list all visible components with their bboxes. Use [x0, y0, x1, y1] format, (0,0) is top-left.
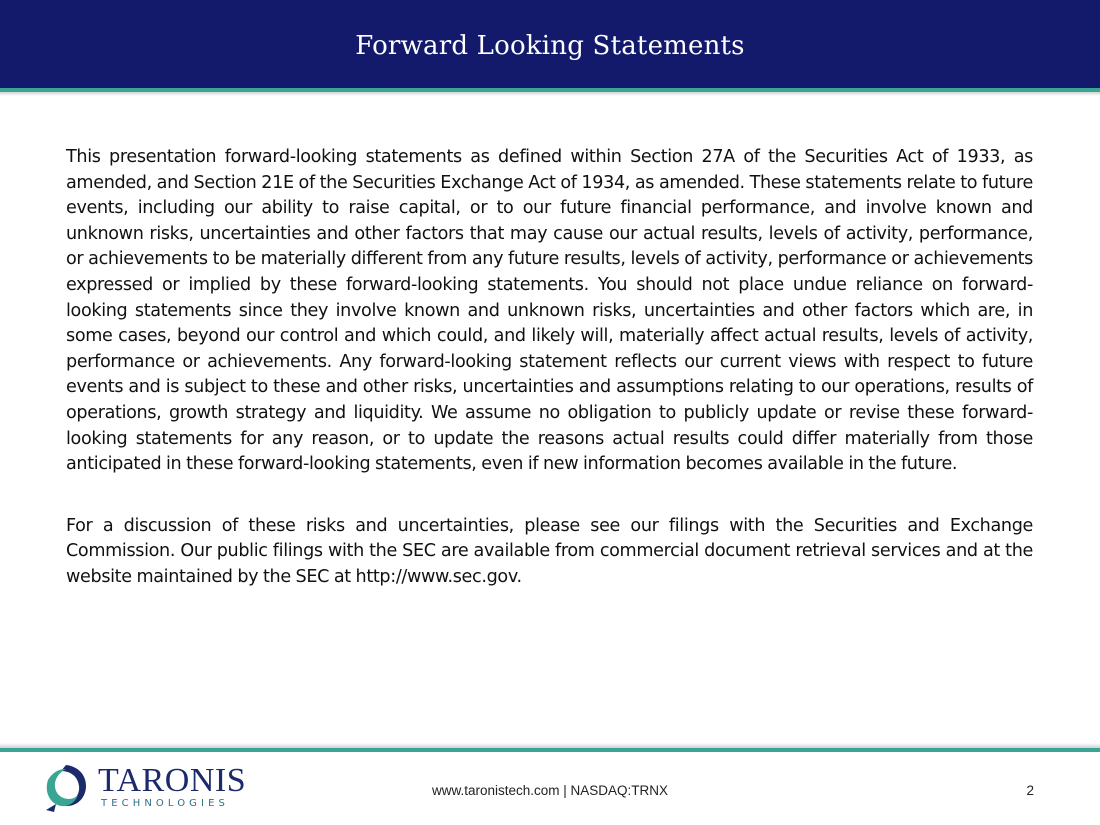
page-title: Forward Looking Statements [355, 31, 745, 61]
header-shadow [0, 92, 1100, 96]
logo-wordmark: TARONIS [98, 762, 247, 799]
sec-filings-paragraph: For a discussion of these risks and uncertainties, please see our filings with the Securities and Exchange Commission. Our public filings with the SEC are available from commercial document retrieval services and at the website maintained by the SEC at http://www.sec.gov. [66, 515, 1033, 587]
footer-accent-stripe [0, 748, 1100, 752]
taronis-logo [42, 762, 247, 816]
page-number: 2 [1026, 783, 1034, 798]
taronis-swirl-logo-icon [42, 762, 98, 816]
footer-website-ticker: www.taronistech.com | NASDAQ:TRNX [431, 783, 669, 798]
disclaimer-paragraph: This presentation forward-looking statements as defined within Section 27A of the Securities Act of 1933, as amended, and Section 21E of the Securities Exchange Act of 1934, as amended. These statements relate to future events, including our ability to raise capital, or to our future financial performance, and involve known and unknown risks, uncertainties and other factors that may cause our actual results, levels of activity, performance, or achievements to be materially different from any future results, levels of activity, performance or achievements expressed or implied by these forward-looking statements. You should not place undue reliance on forward-looking statements since they involve known and unknown risks, uncertainties and other factors which are, in some cases, beyond our control and which could, and likely will, materially affect actual results, levels of activity, performance or achievements. Any forward-looking statement reflects our current views with respect to future events and is subject to these and other risks, uncertainties and assumptions relating to our operations, results of operations, growth strategy and liquidity. We assume no obligation to publicly update or revise these forward-looking statements for any reason, or to update the reasons actual results could differ materially from those anticipated in these forward-looking statements, even if new information becomes available in the future. [66, 147, 1033, 475]
logo-subtitle: TECHNOLOGIES [101, 798, 229, 809]
statement-body [66, 145, 1033, 591]
